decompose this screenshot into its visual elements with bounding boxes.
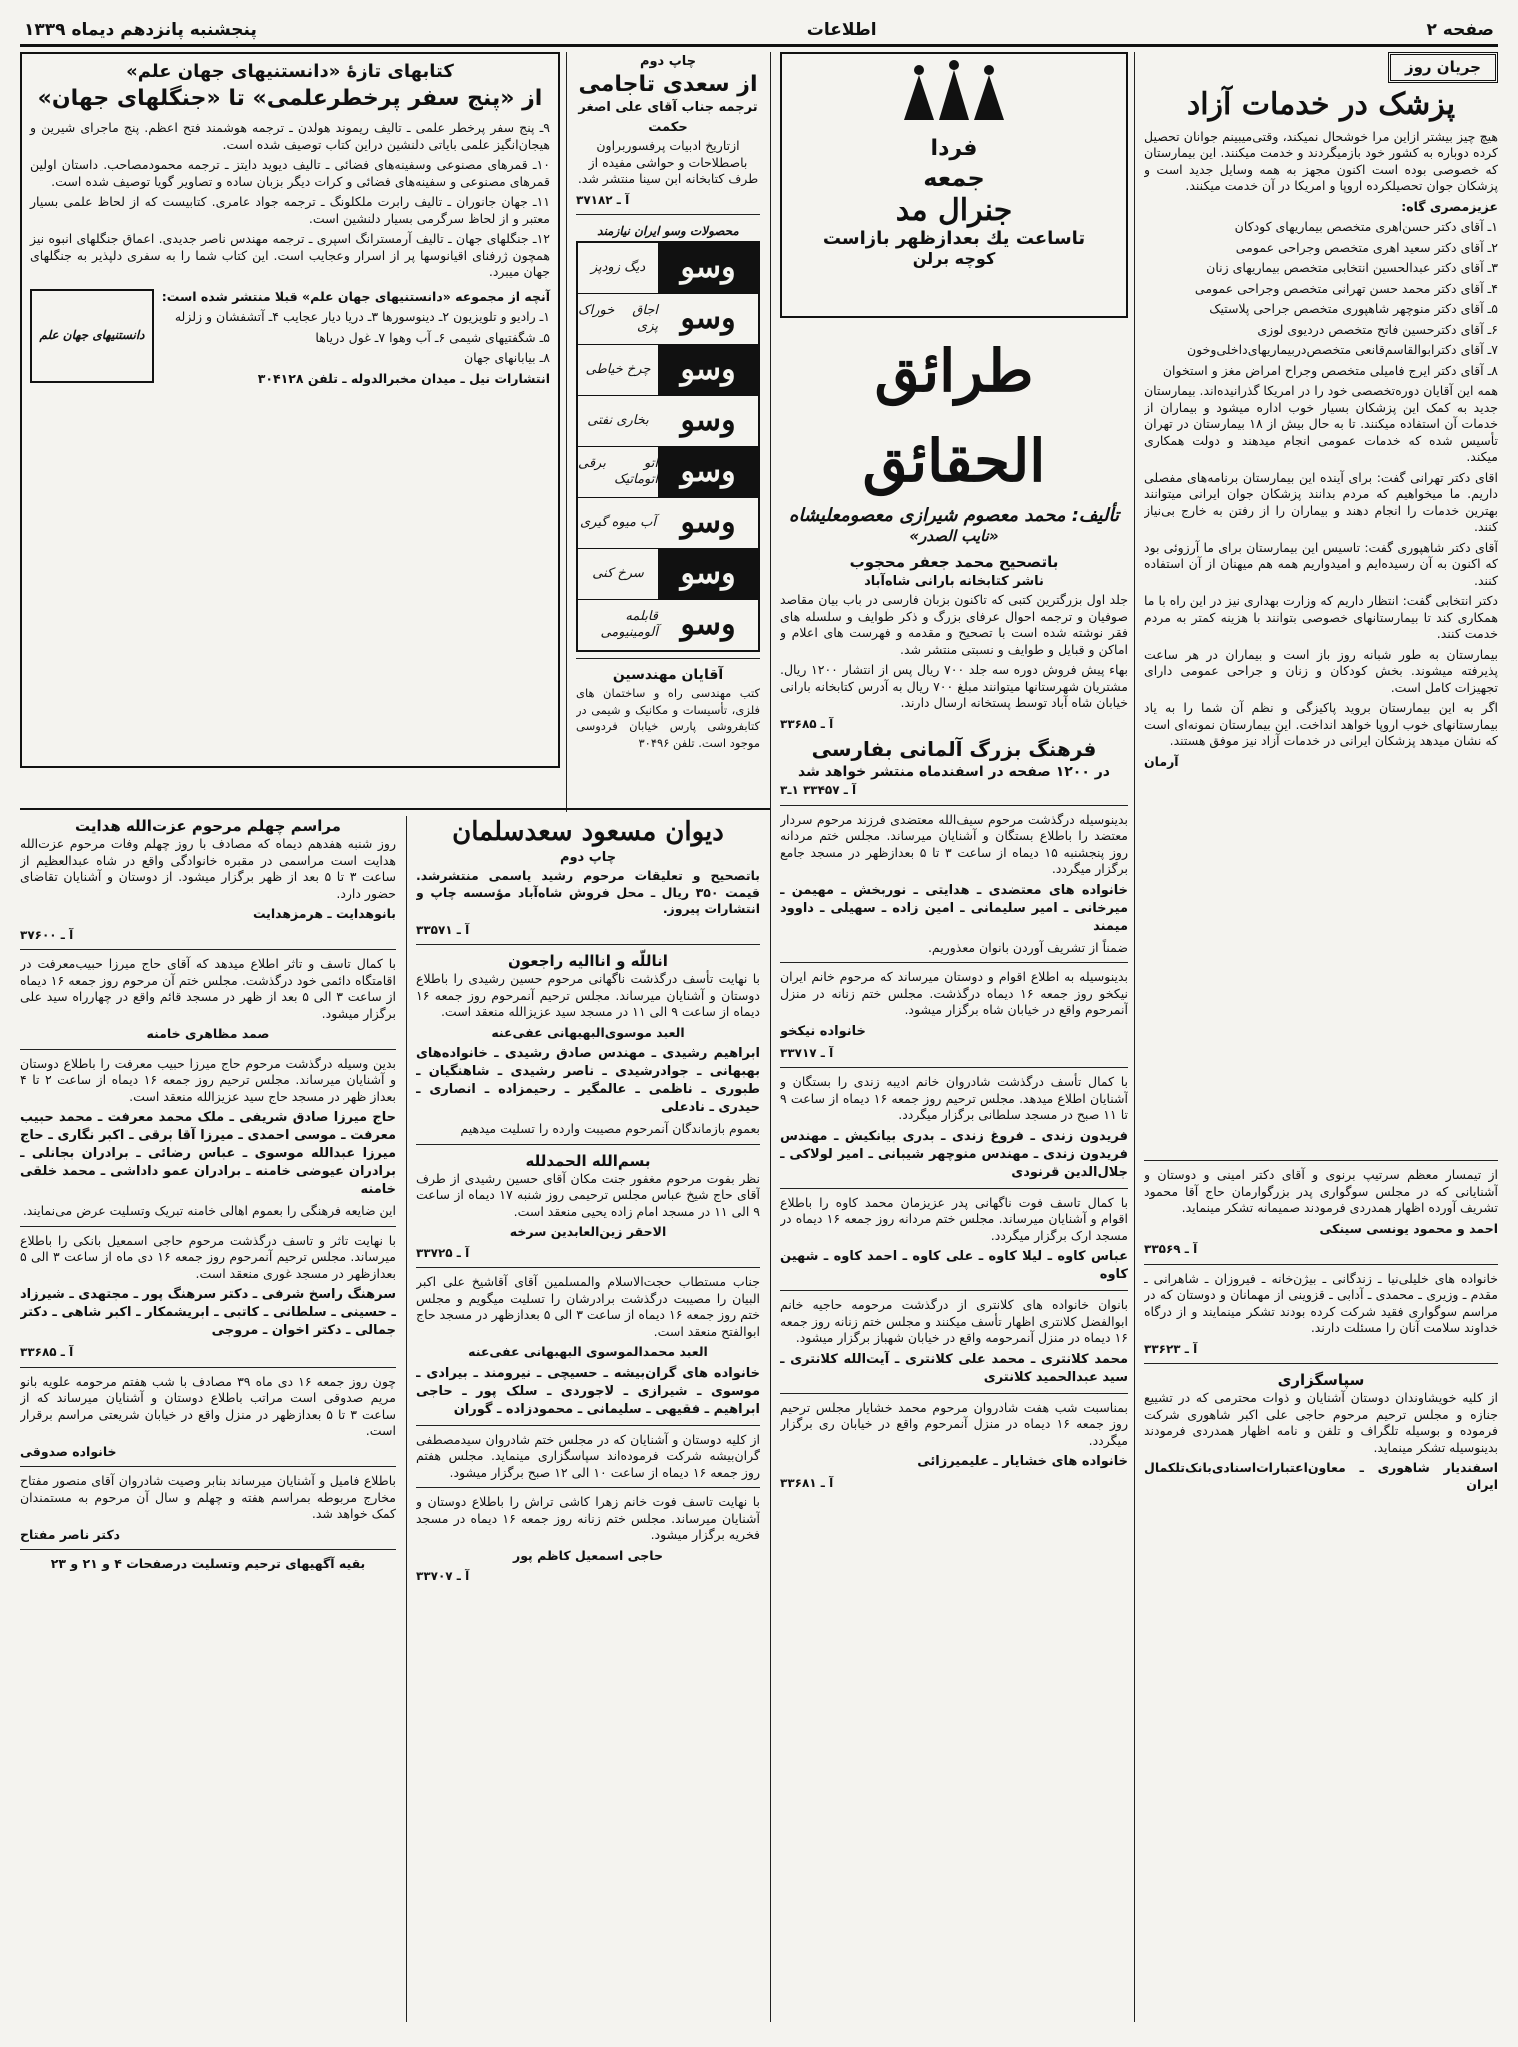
divan-sub: چاپ دوم [559, 850, 617, 865]
notice-1-body: بدینوسیله درگذشت مرحوم سیف‌الله معتضدی فرزند مرحوم سردار معتضد را باطلاع بستگان و آشنایان میرساند. مجلس ختم مردانه روز پنجشنبه ۱۵ دیماه از ساعت ۳ تا ۵ بعدازظهر در مسجد جامع برگزار میگردد. [780, 811, 1128, 876]
vaso-logo: وسو [680, 606, 736, 642]
c3-notice-2-ref: آ ـ ۳۳۷۲۵ [416, 1245, 470, 1260]
m1-sign: بانوهدایت ـ هرمزهدایت [252, 906, 396, 921]
vaso-header: محصولات وسو ایران نیازمند [597, 224, 739, 238]
books-publisher: انتشارات نیل ـ میدان مخبرالدوله ـ تلفن ۳۰۴۱۲۸ [257, 370, 550, 386]
dict-sub: در ۱۲۰۰ صفحه در اسفندماه منتشر خواهد شد [798, 764, 1110, 780]
m2-sign: صمد مظاهری خامنه [146, 1026, 270, 1041]
divan-body: باتصحیح و تعلیقات مرحوم رشید یاسمی منتشرشد. قیمت ۳۵۰ ریال ـ محل فروش شاه‌آباد مؤسسه چاپ و انتشارات پیروز. [416, 868, 760, 916]
jarian-badge: جریان روز [1388, 52, 1498, 83]
m3-families: حاج میرزا صادق شریفی ـ ملک محمد معرفت ـ محمد حبیب معرفت ـ موسی احمدی ـ میرزا آقا برقی ـ اکبر نگاری ـ حاج میرزا عبدالله موسوی ـ عباس رضائی ـ برادران بجانلی ـ برادران عیوضی خامنه ـ برادران عمو داداشی ـ محمد خلقی خامنه [20, 1110, 396, 1197]
books-header: کتابهای تازهٔ «دانستنیهای جهان علم» [126, 61, 454, 82]
notice-1-tail: ضمناً از تشریف آوردن بانوان معذوریم. [927, 939, 1128, 955]
thanks-body: از تیمسار معظم سرتیپ برنوی و آقای دکتر امینی و دوستان و آشنایانی که در مجلس سوگواری پدر بزرگوارمان حاج آقا محمود تشریف آورده اظهار همدردی فرمودند صمیمانه تشکر مینماید. [1144, 1167, 1498, 1215]
books-item: ۱۰ـ قمرهای مصنوعی وسفینه‌های فضائی ـ تالیف دیوید دایتز ـ ترجمه محمودمصاحب. داستان اولین قمرهای مصنوعی و سفینه‌های فضائی و کرات دیگر بزبان ساده و تصاویر گویا توصیف شده است. [30, 157, 550, 189]
m6-sign: دکتر ناصر مفتاح [20, 1526, 121, 1542]
column-2 [780, 52, 1128, 2022]
vaso-row [578, 498, 758, 549]
vaso-row [578, 396, 758, 447]
c3-notice-2-body: نظر بفوت مرحوم مغفور جنت مکان آقای حسین رشیدی از طرف آقای حاج شیخ عباس مجلس ترحیمی روز شنبه ۱۷ دیماه از ساعت ۹ الی ۱۱ در مسجد امام زاده یحیی منعقد است. [416, 1170, 760, 1219]
engineers-body: کتب مهندسی راه و ساختمان های فلزی، تأسیسات و مکانیک و شیمی در کتابفروشی پارس خیابان فردوسی موجود است. تلفن ۳۰۴۹۶ [576, 686, 760, 750]
vaso-logo: وسو [658, 549, 758, 599]
vaso-logo: وسو [680, 402, 736, 438]
vaso-logo: وسو [680, 504, 736, 540]
article-body-2: همه این آقایان دوره‌تخصصی خود را در امریکا گذرانیده‌اند. بیمارستان جدید به کمک این پزشکان بسیار خوب اداره میشود و بیماران از خدمات آن استفاده میکنند. تا به حال بیش از ۱۸ بیمارستان در تهران تأسیس شده که خدمات عمومی انجام میدهند و دولت همکاری میکند. [1144, 383, 1498, 464]
m6-body: باطلاع فامیل و آشنایان میرساند بنابر وصیت شادروان آقای منصور مفتاح مخارج مربوطه بمراسم هفته و چهلم و سال آن مرحوم به مستمندان کمک خواهد شد. [20, 1473, 396, 1521]
c3-notice-2-sign: الاحقر زین‌العابدین سرخه [509, 1224, 667, 1239]
doctor-item: ۵ـ آقای دکتر منوچهر شاهپوری متخصص جراحی پلاستیک [1209, 301, 1498, 316]
sipas-sign: اسفندیار شاهوری ـ معاون‌اعتبارات‌اسنادی‌بانک‌تلکمال ایران [1144, 1460, 1498, 1492]
m5-sign: خانواده صدوقی [20, 1443, 117, 1459]
doctor-item: ۱ـ آقای دکتر حسن‌اهری متخصص بیماریهای کودکان [1234, 219, 1498, 234]
column-4 [20, 52, 560, 812]
notice-2-sign: خانواده نیکخو [780, 1023, 866, 1039]
jami-translator: ترجمه جناب آقای علی اصغر حکمت [578, 100, 758, 135]
article-body-4: آقای دکتر شاهپوری گفت: تاسیس این بیمارستان برای ما آرزوئی بود که اکنون به آن رسیده‌ایم و امیدواریم همه هم میهنان از آن استفاده کنند. [1144, 539, 1498, 588]
vaso-row [578, 243, 758, 294]
sipas-title: سپاسگزاری [1277, 1371, 1365, 1389]
cinema-time: تاساعت یك بعدازظهر بازاست [822, 227, 1086, 249]
divan-ref: آ ـ ۳۳۵۷۱ [416, 922, 470, 937]
c3-notice-5-sign: حاجی اسمعیل کاظم پور [513, 1547, 663, 1563]
m2-body: با کمال تاسف و تاثر اطلاع میدهد که آقای حاج میرزا حبیب‌معرفت در اقامتگاه دائمی خود درگذشت. مجلس ختم آن مرحوم روز جمعه ۱۶ دیماه از ساعت ۳ الی ۵ بعد از ظهر در مسجد قائم واقع در چهارراه سید علی برگزار میشود. [20, 956, 396, 1021]
vaso-item: اجاق خوراک پزی [578, 302, 658, 334]
notice-3-families: فریدون زندی ـ فروغ زندی ـ بدری بیانکیش ـ مهندس فریدون زندی ـ مهندس منوچهر شیبانی ـ امیر لولاکی ـ جلال‌الدین قرنودی [780, 1128, 1128, 1180]
c3-notice-3-body: جناب مستطاب حجت‌الاسلام والمسلمین آقای آقاشیخ علی اکبر البیان را مصیبت درگذشت برادرشان را تسلیت میگویم و مجلس ختم روز جمعه ۱۶ دیماه از ساعت ۳ الی ۵ بعدازظهر در مسجد حاج ابوالفتح منعقد است. [416, 1274, 760, 1339]
cinema-farda: فردا [930, 135, 978, 161]
book-price: بهاء پیش فروش دوره سه جلد ۷۰۰ ریال پس از انتشار ۱۲۰۰ ریال. مشتریان شهرستانها میتوانند مبلغ ۷۰۰ ریال به آدرس کتابخانه بارانی خیابان شاه آباد توسط پستخانه ارسال دارند. [780, 662, 1128, 710]
books-title: از «پنج سفر پرخطرعلمی» تا «جنگلهای جهان» [37, 86, 543, 111]
book-publisher: ناشر کتابخانه بارانی شاه‌آباد [864, 574, 1044, 589]
doctor-item: ۷ـ آقای دکترابوالقاسم‌قانعی متخصص‌دربیماریهای‌داخلی‌وخون [1186, 342, 1498, 357]
column-1 [1144, 52, 1498, 2022]
book-ref: آ ـ ۳۳۶۸۵ [780, 716, 834, 731]
book-author: تألیف: محمد معصوم شیرازی معصومعلیشاه [789, 505, 1119, 526]
m1-ref: آ ـ ۳۷۶۰۰ [20, 927, 74, 942]
jami-ref: آ ـ ۳۷۱۸۲ [576, 192, 630, 207]
vaso-item: بخاری نفتی [587, 412, 649, 428]
doctor-item: ۴ـ آقای دکتر محمد حسن تهرانی متخصص وجراحی عمومی [1194, 280, 1498, 296]
books-item: ۱۲ـ جنگلهای جهان ـ تالیف آرمسترانگ اسپری ـ ترجمه مهندس ناصر جدیدی. اعماق جنگلهای انبوه نیز همچون ژرفنای اقیانوسها پر از اسرار وعجایب است. این کتاب شما را به سفری دلپذیر به جنگلهای جهان میبرد. [30, 231, 550, 279]
vaso-item: چرخ خیاطی [585, 361, 651, 377]
cinema-jome: جمعه [923, 163, 985, 192]
books-next-item: ۸ـ بیابانهای جهان [464, 350, 550, 365]
books-ad [20, 52, 560, 768]
engineers-title: آقایان مهندسین [612, 667, 724, 683]
thanks2-body: خانواده های خلیلی‌نیا ـ زندگانی ـ بیژن‌خانه ـ فیروزان ـ شاهرانی ـ مقدم ـ وزیری ـ محمدی ـ آدابی ـ قزوینی از مهمانان و دوستان که در مراسم سوگواری فقید شرکت کرده بودند تشکر مینمایند و از درگاه خداوند سلامت آنان را مسئلت دارند. [1144, 1270, 1498, 1335]
cinema-street: کوچه برلن [912, 248, 996, 268]
newspaper-page [20, 16, 1498, 2030]
masthead-paper: اطلاعات [806, 20, 877, 40]
m1-body: روز شنبه هفدهم دیماه که مصادف با روز چهلم وفات مرحوم عزت‌الله هدایت است مراسمی در مقبره خانوادگی واقع در شاه عبدالعظیم از ساعت ۳ تا ۵ بعد از ظهر برگزار میشود. از دوستان و آشنایان تقاضای حضور دارد. [20, 836, 396, 901]
c3-notice-1-tail: بعموم بازماندگان آنمرحوم مصیبت وارده را تسلیت میدهیم [460, 1121, 760, 1136]
jami-desc: ازتاریخ ادبیات پرفسوربراون باصطلاحات و حواشی مفیده از طرف کتابخانه ابن سینا منتشر شد. [577, 138, 759, 186]
vaso-item: سرخ کنی [592, 565, 644, 581]
thanks-sign: احمد و محمود یونسی سینکی [1319, 1220, 1498, 1236]
notice-2-ref: آ ـ ۳۳۷۱۷ [780, 1045, 834, 1060]
vaso-logo: وسو [658, 345, 758, 395]
vaso-logo: وسو [680, 300, 736, 336]
masthead-page: صفحه ۲ [1426, 20, 1494, 40]
m3-body: بدین وسیله درگذشت مرحوم حاج میرزا حبیب معرفت را باطلاع دوستان و آشنایان میرساند. مجلس ترحیم روز جمعه ۱۶ دیماه از ساعت ۲ تا ۴ بعداز ظهر در مسجد حاج سید عزیزالله منعقد است. [20, 1055, 396, 1104]
article-title: پزشک در خدمات آزاد [1186, 86, 1456, 122]
doctor-item: ۸ـ آقای دکتر ایرج فامیلی متخصص وجراح امراض مغز و استخوان [1162, 362, 1498, 378]
c3-notice-1-sign: العبد موسوی‌البهبهانی عفی‌عنه [491, 1024, 685, 1040]
books-next-heading: آنچه از مجموعه «دانستنیهای جهان علم» قبلا منتشر شده است: [161, 288, 550, 304]
column-4-lower [20, 816, 396, 2022]
jami-reprint: چاپ دوم [639, 54, 697, 69]
footer-note: بقیه آگهیهای ترحیم وتسلیت درصفحات ۴ و ۲۱ و ۲۳ [50, 1556, 366, 1571]
sipas-body: از کلیه خویشاوندان دوستان آشنایان و ذوات محترمی که در تشییع جنازه و مجلس ترحیم مرحوم حاجی علی اکبر شاهوری شرکت فرموده و بوسیله تلگراف و تلفن و نامه اظهار همدردی فرمودند بدینوسیله تشکر مینماید. [1144, 1390, 1498, 1455]
notice-5-families: محمد کلانتری ـ محمد علی کلانتری ـ آیت‌الله کلانتری ـ سید عبدالحمید کلانتری [780, 1351, 1128, 1385]
article-signature: آرمان [1144, 753, 1179, 769]
c3-notice-1-body: با نهایت تأسف درگذشت ناگهانی مرحوم حسین رشیدی را باطلاع دوستان و آشنایان میرساند. مجلس ترحیم آنمرحوم روز جمعه ۱۶ دیماه از ساعت ۹ الی ۱۱ در مسجد سید عزیزالله منعقد است. [416, 971, 760, 1019]
vaso-row [578, 345, 758, 396]
notice-6-body: بمناسبت شب هفت شادروان مرحوم محمد خشایار مجلس ترحیم روز جمعه ۱۶ دیماه در منزل آنمرحوم واقع در خیابان ری برگزار میگردد. [780, 1399, 1128, 1448]
dict-title: فرهنگ بزرگ آلمانی بفارسی [811, 737, 1097, 761]
notice-5-body: بانوان خانواده های کلانتری از درگذشت مرحومه حاجیه خانم ابوالفضل کلانتری اظهار تأسف میکنند و مجلس ختم زنانه روز جمعه ۱۶ دیماه در منزل آنمرحومه واقع در خیابان شهباز برگزار میشود. [780, 1297, 1128, 1345]
books-item: ۱۱ـ جهان جانوران ـ تالیف رابرت ملکلونگ ـ ترجمه جواد عامری. کتابیست که از لحاظ علمی بسیار معتبر و از لحاظ سرگرمی بسیار دلنشین است. [30, 194, 550, 226]
c3-notice-3-sign: العبد محمدالموسوی البهبهانی عفی‌عنه [468, 1344, 708, 1359]
cinema-film: جنرال مد [895, 192, 1013, 228]
masthead-date: پنجشنبه پانزدهم دیماه ۱۳۳۹ [24, 20, 257, 40]
notice-4-body: با کمال تاسف فوت ناگهانی پدر عزیزمان محمد کاوه را باطلاع اقوام و آشنایان میرساند. مجلس ختم مردانه روز جمعه ۱۶ دیماه در مسجد ارک برگزار میگردد. [780, 1194, 1128, 1243]
book-editor: باتصحیح محمد جعفر محجوب [849, 553, 1059, 571]
m4-body: با نهایت تاثر و تاسف درگذشت مرحوم حاجی اسمعیل بانکی را باطلاع میرساند. مجلس ترحیم آنمرحوم روز جمعه ۱۶ دی ماه از ساعت ۳ الی ۵ بعدازظهر در مسجد غوری منعقد است. [20, 1232, 396, 1281]
vaso-item: دیگ زودپز [590, 259, 646, 275]
doctor-item: ۳ـ آقای دکتر عبدالحسین انتخابی متخصص بیماریهای زنان [1206, 260, 1498, 275]
masthead [20, 16, 1498, 47]
vaso-row [578, 294, 758, 345]
notice-6-ref: آ ـ ۳۳۶۸۱ [780, 1476, 834, 1490]
inna-header: اناللّه و اناالیه راجعون [508, 952, 668, 970]
article-body-5: دکتر انتخابی گفت: انتظار داریم که وزارت بهداری نیز در این راه با ما همکاری کند تا بیمارستانهای خصوصی بتوانند با هزینه کمتر به مردم خدمت کنند. [1144, 593, 1498, 641]
doctors-list [1144, 219, 1498, 379]
article-body-6: بیمارستان به طور شبانه روز باز است و بیماران در هر ساعت پذیرفته میشوند. بخش کودکان و زنان و جراحی عمومی دارای تجهیزات کامل است. [1144, 646, 1498, 695]
c3-notice-3-families: خانواده های گران‌بیشه ـ حسیچی ـ نیرومند ـ بیرادی ـ موسوی ـ شیرازی ـ لاجوردی ـ سلک پور ـ حاجی ابراهیم ـ فقیهی ـ سلیمانی ـ محمودزاده ـ گوران [416, 1365, 760, 1417]
doctor-item: ۶ـ آقای دکترحسین فاتح متخصص دردیوی لوزی [1257, 321, 1498, 337]
vaso-row [578, 600, 758, 650]
cinema-ad [780, 52, 1128, 318]
article-body-7: اگر به این بیمارستان بروید پاکیزگی و نظم آن شما را به یاد بیمارستانهای خوب اروپا خواهد انداخت. این بیمارستان نمونه‌ای است که نشان میدهد پزشکان ایرانی در خدمات آزاد نیز موفق هستند. [1144, 700, 1498, 748]
bismillah: بسم‌الله الحمدلله [525, 1151, 651, 1170]
vaso-row [578, 447, 758, 498]
book-nayeb: «نایب الصدر» [909, 527, 999, 545]
books-next-item: ۱ـ رادیو و تلویزیون ۲ـ دینوسورها ۳ـ دریا دیار عجایب ۴ـ آتشفشان و زلزله [174, 309, 550, 324]
book-title: طرائق الحقائق [862, 337, 1046, 495]
horizontal-divider [20, 808, 770, 810]
notice-2-body: بدینوسیله به اطلاع اقوام و دوستان میرساند که مرحوم خانم ایران نیکخو روز جمعه ۱۶ دیماه درگذشت. مجلس ختم زنانه در منزل آنمرحوم واقع در خیابان شاه برگزار میشود. [780, 969, 1128, 1017]
vaso-item: آب میوه گیری [580, 514, 656, 530]
vaso-ad [576, 241, 760, 652]
c3-notice-4-body: از کلیه دوستان و آشنایان که در مجلس ختم شادروان سیدمصطفی گران‌بیشه شرکت فرموده‌اند سپاسگزاری مینماید. مجلس هفتم روز جمعه ۱۶ دیماه از ساعت ۱۰ الی ۱۲ صبح برگزار میشود. [416, 1431, 760, 1480]
notice-1-families: خانواده های معتضدی ـ هدایتی ـ نوربخش ـ مهیمن ـ میرخانی ـ امیر سلیمانی ـ امین زاده ـ سهیلی ـ داوود میمند [780, 882, 1128, 934]
divan-title: دیوان مسعود سعدسلمان [452, 817, 724, 847]
m1-title: مراسم چهلم مرحوم عزت‌الله هدایت [75, 817, 341, 835]
book-desc: جلد اول بزرگترین کتبی که تاکنون بزبان فارسی در باب بیان مقاصد صوفیان و ترجمه احوال عرفای بزرگ و ذکر طوایف و سلسله های فقر نوشته شده است با تصحیح و مقدمه و فهرست های اعلام و اماکن و قبایل و طوایف و نسبتی منتشر شد. [780, 592, 1128, 657]
m4-ref: آ ـ ۳۳۶۸۵ [20, 1345, 74, 1359]
books-item: ۹ـ پنج سفر پرخطر علمی ـ تالیف ریموند هولدن ـ ترجمه هوشمند فتح اعظم. پنج ماجرای شیرین و هیجان‌انگیز علمی بایاتی دلنشین دراین کتاب توصیف شده است. [30, 120, 550, 152]
notice-4-families: عباس کاوه ـ لیلا کاوه ـ علی کاوه ـ احمد کاوه ـ شهین کاوه [780, 1249, 1128, 1282]
m5-body: چون روز جمعه ۱۶ دی ماه ۳۹ مصادف با شب هفتم مرحومه علویه بانو مریم صدوقی است مراتب باطلاع دوستان و آشنایان میرساند که از ساعت ۳ تا ۵ بعدازظهر در منزل واقع در خیابان شریعتی مراسم برقرار است. [20, 1373, 396, 1438]
c3-notice-5-ref: آ ـ ۳۳۷۰۷ [416, 1569, 470, 1583]
thanks-ref: آ ـ ۳۳۵۶۹ [1144, 1242, 1198, 1256]
doctor-item: ۲ـ آقای دکتر سعید اهری متخصص وجراحی عمومی [1235, 239, 1498, 255]
vaso-item: قابلمه آلومینیومی [600, 608, 658, 640]
thanks2-ref: آ ـ ۳۳۶۲۳ [1144, 1341, 1198, 1356]
article-body-1: هیچ چیز بیشتر ازاین مرا خوشحال نمیکند، وقتی‌میبینم جوانان تحصیل کرده دوباره به کشور خود بازمیگردند و خدمت میکنند. این بیمارستان که خصوصی بوده است اکنون مجهز به همه وسایل جدید است و پزشکان جوان تحصیلکرده اروپا و امریکا در آن خدمت میکنند. [1144, 128, 1498, 193]
vaso-item: اتو برقی اتوماتیک [578, 455, 658, 487]
c3-notice-5-body: با نهایت تاسف فوت خانم زهرا کاشی تراش را باطلاع دوستان و آشنایان میرساند. مجلس ختم زنانه روز جمعه ۱۶ دیماه در مسجد فخریه برگزار میشود. [416, 1494, 760, 1542]
vaso-row [578, 549, 758, 600]
vaso-logo: وسو [658, 447, 758, 497]
books-next-item: ۵ـ شگفتیهای شیمی ۶ـ آب وهوا ۷ـ غول دریاها [315, 329, 550, 345]
notice-3-body: با کمال تأسف درگذشت شادروان خانم ادیبه زندی را بستگان و آشنایان اطلاع میدهد. مجلس ترحیم روز جمعه ۱۶ دیماه از ساعت ۹ تا ۱۱ صبح در مسجد سلطانی برگزار میگردد. [780, 1074, 1128, 1122]
column-3 [576, 52, 760, 812]
dancers-icon [894, 60, 1014, 130]
notice-6-families: خانواده های خشایار ـ علیمیرزائی [917, 1454, 1128, 1469]
column-3-lower [416, 816, 760, 2022]
doctors-heading: عزیزمصری گاه: [1401, 198, 1498, 214]
c3-notice-1-families: ابراهیم رشیدی ـ مهندس صادق رشیدی ـ خانواده‌های بهبهانی ـ جوادرشیدی ـ ناصر رشیدی ـ شاهنگیان ـ طبوری ـ ناظمی ـ عالمگیر ـ رحیمزاده ـ انصاری ـ حیدری ـ نادعلی [416, 1046, 760, 1115]
m4-families: سرهنگ راسخ شرفی ـ دکتر سرهنگ پور ـ مجتهدی ـ شیرزاد ـ حسینی ـ سلطانی ـ کاتبی ـ ابریشمکار ـ اکبر شاهی ـ دکتر جمالی ـ دکتر اخوان ـ مروجی [20, 1287, 396, 1338]
m3-tail: این ضایعه فرهنگی را بعموم اهالی خامنه تبریک وتسلیت عرض می‌نمایند. [22, 1203, 396, 1218]
dict-ref: آ ـ ۳۳۴۵۷ ۱ـ۳ [780, 783, 857, 797]
article-body-3: اقای دکتر تهرانی گفت: برای آینده این بیمارستان برنامه‌های مفصلی داریم. ما میخواهیم که مردم بدانند پزشکان جوان ایرانی میتوانند بهترین خدمات را انجام دهند و بیماران را از رفتن به خارج بی‌نیاز کنند. [1144, 469, 1498, 534]
vaso-logo: وسو [658, 243, 758, 293]
book-ad [780, 326, 1128, 799]
series-logo: دانستنیهای جهان علم [30, 289, 154, 383]
jami-title: از سعدی تاجامی [578, 72, 758, 97]
